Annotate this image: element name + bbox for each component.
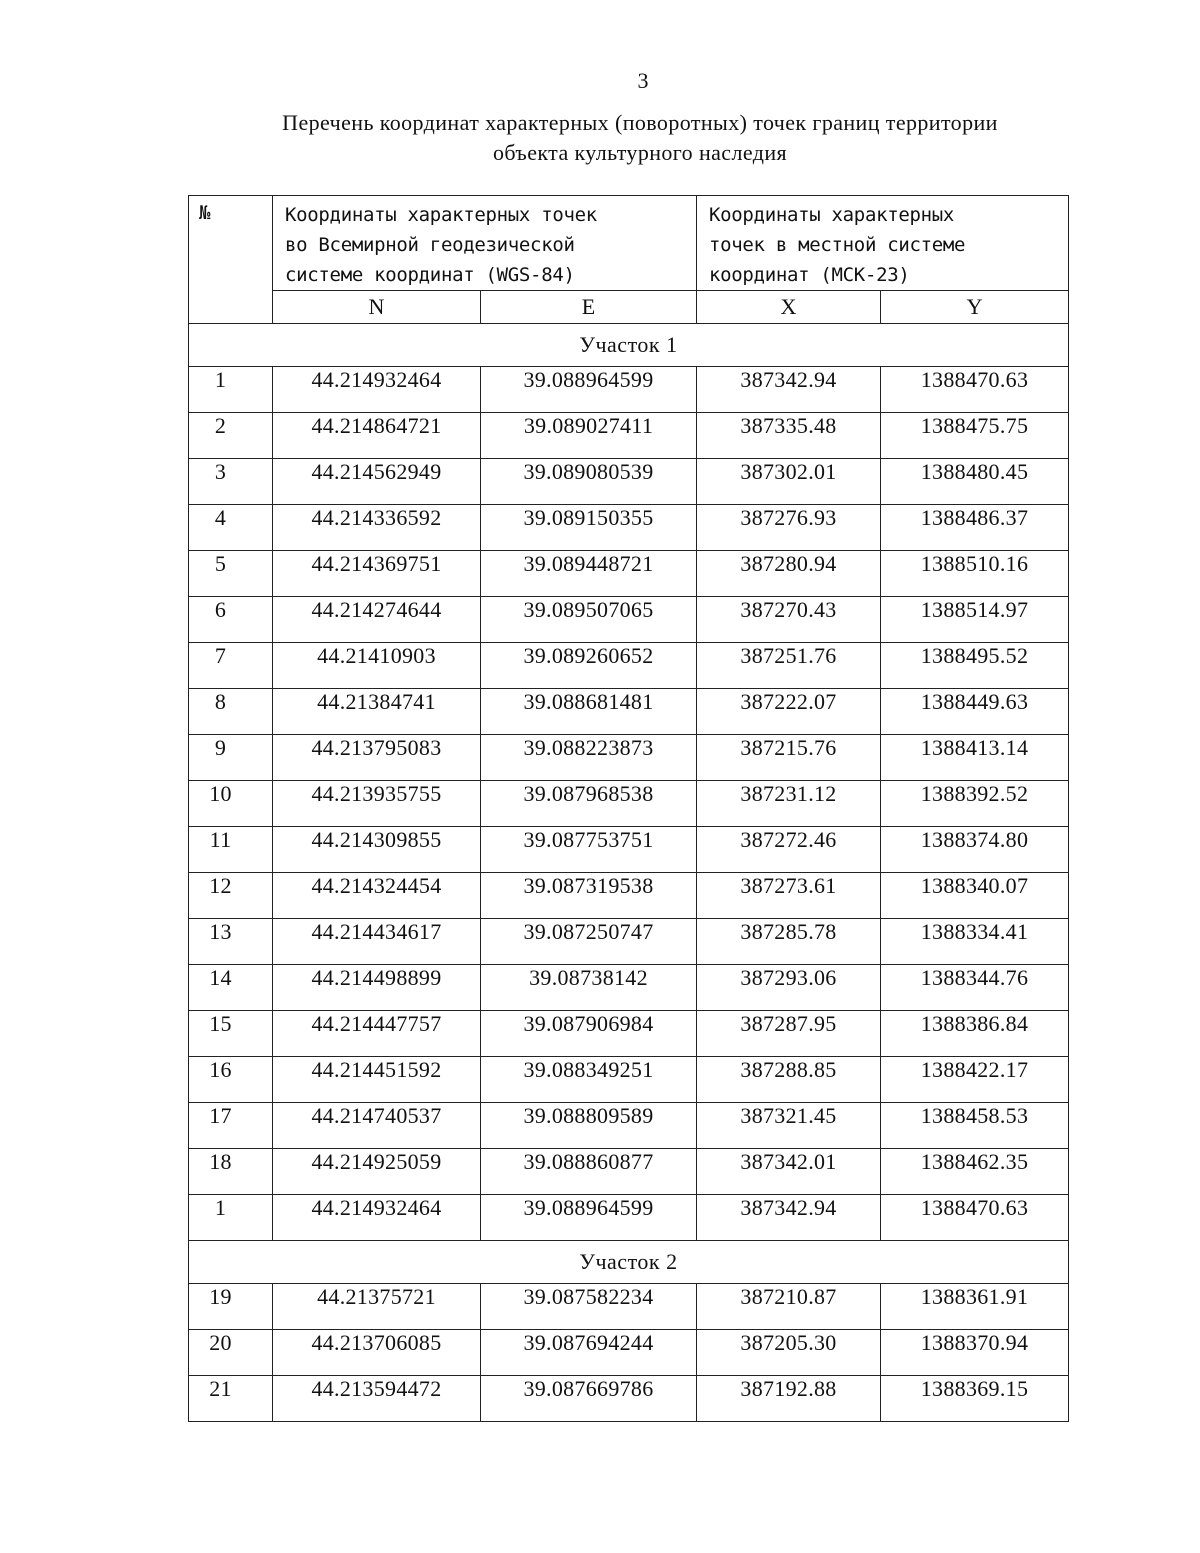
coordinate-x-cell: 387342.01 xyxy=(697,1149,881,1195)
point-number-cell: 17 xyxy=(189,1103,273,1149)
coordinate-e-cell: 39.089150355 xyxy=(481,505,697,551)
wgs84-header-line-1: Координаты характерных точек xyxy=(285,204,597,226)
point-number-cell: 8 xyxy=(189,689,273,735)
point-number-cell: 12 xyxy=(189,873,273,919)
coordinate-e-cell: 39.088223873 xyxy=(481,735,697,781)
coordinate-e-cell: 39.087968538 xyxy=(481,781,697,827)
coordinate-x-cell: 387251.76 xyxy=(697,643,881,689)
wgs84-header-line-2: во Всемирной геодезической xyxy=(285,234,575,256)
coordinate-e-cell: 39.087753751 xyxy=(481,827,697,873)
coordinate-e-cell: 39.087669786 xyxy=(481,1376,697,1422)
section-row xyxy=(189,1241,1069,1284)
point-number-cell: 1 xyxy=(189,1195,273,1241)
coordinate-n-cell: 44.214925059 xyxy=(273,1149,481,1195)
coordinate-x-cell: 387231.12 xyxy=(697,781,881,827)
coordinate-x-cell: 387272.46 xyxy=(697,827,881,873)
point-number-cell: 18 xyxy=(189,1149,273,1195)
coordinates-table xyxy=(188,195,1069,1422)
msk23-header-line-1: Координаты характерных xyxy=(709,204,955,226)
point-number-cell: 1 xyxy=(189,367,273,413)
number-column-header: № xyxy=(189,196,273,324)
point-number-cell: 7 xyxy=(189,643,273,689)
coordinate-n-cell: 44.214309855 xyxy=(273,827,481,873)
coordinate-x-cell: 387293.06 xyxy=(697,965,881,1011)
point-number-cell: 2 xyxy=(189,413,273,459)
table-row xyxy=(189,413,1069,459)
coordinate-n-cell: 44.21384741 xyxy=(273,689,481,735)
page-number: 3 xyxy=(637,68,649,93)
point-number-cell: 16 xyxy=(189,1057,273,1103)
coordinate-y-cell: 1388369.15 xyxy=(881,1376,1069,1422)
coordinate-n-cell: 44.214740537 xyxy=(273,1103,481,1149)
coordinate-x-cell: 387342.94 xyxy=(697,367,881,413)
title-line-1: Перечень координат характерных (поворотных) точек границ территории xyxy=(282,110,998,135)
coordinate-y-cell: 1388510.16 xyxy=(881,551,1069,597)
coordinate-e-cell: 39.089507065 xyxy=(481,597,697,643)
coordinate-x-cell: 387273.61 xyxy=(697,873,881,919)
coordinate-x-cell: 387321.45 xyxy=(697,1103,881,1149)
column-header-y: Y xyxy=(881,291,1069,324)
coordinate-e-cell: 39.089448721 xyxy=(481,551,697,597)
point-number-cell: 3 xyxy=(189,459,273,505)
coordinate-e-cell: 39.088964599 xyxy=(481,1195,697,1241)
coordinate-n-cell: 44.21375721 xyxy=(273,1284,481,1330)
coordinate-n-cell: 44.214562949 xyxy=(273,459,481,505)
document-title xyxy=(190,108,1090,168)
coordinate-y-cell: 1388470.63 xyxy=(881,1195,1069,1241)
msk23-header-line-3: координат (МСК-23) xyxy=(709,264,910,286)
coordinate-e-cell: 39.088860877 xyxy=(481,1149,697,1195)
coordinate-x-cell: 387302.01 xyxy=(697,459,881,505)
coordinate-y-cell: 1388458.53 xyxy=(881,1103,1069,1149)
coordinate-x-cell: 387280.94 xyxy=(697,551,881,597)
coordinate-y-cell: 1388370.94 xyxy=(881,1330,1069,1376)
table-row xyxy=(189,1330,1069,1376)
coordinate-e-cell: 39.087319538 xyxy=(481,873,697,919)
coordinate-y-cell: 1388334.41 xyxy=(881,919,1069,965)
coordinate-n-cell: 44.213935755 xyxy=(273,781,481,827)
point-number-cell: 5 xyxy=(189,551,273,597)
coordinate-y-cell: 1388422.17 xyxy=(881,1057,1069,1103)
coordinate-y-cell: 1388462.35 xyxy=(881,1149,1069,1195)
coordinate-e-cell: 39.088681481 xyxy=(481,689,697,735)
coordinate-x-cell: 387222.07 xyxy=(697,689,881,735)
table-row xyxy=(189,827,1069,873)
point-number-cell: 15 xyxy=(189,1011,273,1057)
coordinate-e-cell: 39.087906984 xyxy=(481,1011,697,1057)
table-row xyxy=(189,873,1069,919)
table-row xyxy=(189,1011,1069,1057)
table-row xyxy=(189,1195,1069,1241)
coordinate-x-cell: 387335.48 xyxy=(697,413,881,459)
coordinate-e-cell: 39.087250747 xyxy=(481,919,697,965)
coordinate-y-cell: 1388449.63 xyxy=(881,689,1069,735)
section-title: Участок 2 xyxy=(189,1241,1069,1284)
coordinate-n-cell: 44.214932464 xyxy=(273,367,481,413)
coordinate-e-cell: 39.089260652 xyxy=(481,643,697,689)
coordinate-n-cell: 44.214864721 xyxy=(273,413,481,459)
column-header-e: E xyxy=(481,291,697,324)
section-row xyxy=(189,324,1069,367)
coordinate-y-cell: 1388480.45 xyxy=(881,459,1069,505)
coordinate-n-cell: 44.213594472 xyxy=(273,1376,481,1422)
column-header-n: N xyxy=(273,291,481,324)
table-row xyxy=(189,551,1069,597)
wgs84-group-header xyxy=(273,196,697,291)
section-title: Участок 1 xyxy=(189,324,1069,367)
table-row xyxy=(189,505,1069,551)
coordinate-y-cell: 1388486.37 xyxy=(881,505,1069,551)
table-row xyxy=(189,1103,1069,1149)
table-row xyxy=(189,689,1069,735)
column-header-x: X xyxy=(697,291,881,324)
table-row xyxy=(189,459,1069,505)
coordinate-y-cell: 1388386.84 xyxy=(881,1011,1069,1057)
coordinate-e-cell: 39.087582234 xyxy=(481,1284,697,1330)
coordinate-y-cell: 1388475.75 xyxy=(881,413,1069,459)
table-row xyxy=(189,1376,1069,1422)
table-row xyxy=(189,1057,1069,1103)
coordinate-x-cell: 387342.94 xyxy=(697,1195,881,1241)
coordinate-x-cell: 387192.88 xyxy=(697,1376,881,1422)
coordinate-y-cell: 1388392.52 xyxy=(881,781,1069,827)
coordinate-y-cell: 1388470.63 xyxy=(881,367,1069,413)
point-number-cell: 11 xyxy=(189,827,273,873)
coordinate-x-cell: 387288.85 xyxy=(697,1057,881,1103)
point-number-cell: 13 xyxy=(189,919,273,965)
table-row xyxy=(189,735,1069,781)
coordinate-y-cell: 1388413.14 xyxy=(881,735,1069,781)
point-number-cell: 9 xyxy=(189,735,273,781)
coordinate-x-cell: 387210.87 xyxy=(697,1284,881,1330)
coordinate-n-cell: 44.214451592 xyxy=(273,1057,481,1103)
point-number-cell: 21 xyxy=(189,1376,273,1422)
point-number-cell: 20 xyxy=(189,1330,273,1376)
point-number-cell: 6 xyxy=(189,597,273,643)
coordinate-n-cell: 44.214434617 xyxy=(273,919,481,965)
coordinate-x-cell: 387276.93 xyxy=(697,505,881,551)
coordinate-e-cell: 39.089027411 xyxy=(481,413,697,459)
table-row xyxy=(189,643,1069,689)
table-row xyxy=(189,919,1069,965)
coordinate-e-cell: 39.08738142 xyxy=(481,965,697,1011)
coordinate-y-cell: 1388374.80 xyxy=(881,827,1069,873)
coordinate-n-cell: 44.214324454 xyxy=(273,873,481,919)
coordinate-x-cell: 387285.78 xyxy=(697,919,881,965)
table-row xyxy=(189,781,1069,827)
table-row xyxy=(189,597,1069,643)
coordinate-e-cell: 39.089080539 xyxy=(481,459,697,505)
coordinate-n-cell: 44.214274644 xyxy=(273,597,481,643)
coordinate-e-cell: 39.088964599 xyxy=(481,367,697,413)
table-row xyxy=(189,367,1069,413)
point-number-cell: 14 xyxy=(189,965,273,1011)
coordinate-x-cell: 387215.76 xyxy=(697,735,881,781)
table-row xyxy=(189,1149,1069,1195)
coordinate-e-cell: 39.088349251 xyxy=(481,1057,697,1103)
table-row xyxy=(189,1284,1069,1330)
coordinate-n-cell: 44.214932464 xyxy=(273,1195,481,1241)
coordinate-e-cell: 39.088809589 xyxy=(481,1103,697,1149)
table-row xyxy=(189,965,1069,1011)
msk23-group-header xyxy=(697,196,1069,291)
coordinate-y-cell: 1388495.52 xyxy=(881,643,1069,689)
wgs84-header-line-3: системе координат (WGS-84) xyxy=(285,264,575,286)
coordinate-n-cell: 44.214369751 xyxy=(273,551,481,597)
point-number-cell: 19 xyxy=(189,1284,273,1330)
coordinate-n-cell: 44.214447757 xyxy=(273,1011,481,1057)
point-number-cell: 10 xyxy=(189,781,273,827)
title-line-2: объекта культурного наследия xyxy=(492,140,788,165)
coordinate-n-cell: 44.213795083 xyxy=(273,735,481,781)
coordinate-e-cell: 39.087694244 xyxy=(481,1330,697,1376)
coordinate-n-cell: 44.213706085 xyxy=(273,1330,481,1376)
coordinate-y-cell: 1388514.97 xyxy=(881,597,1069,643)
coordinate-x-cell: 387270.43 xyxy=(697,597,881,643)
point-number-cell: 4 xyxy=(189,505,273,551)
coordinate-x-cell: 387205.30 xyxy=(697,1330,881,1376)
coordinate-y-cell: 1388344.76 xyxy=(881,965,1069,1011)
coordinate-x-cell: 387287.95 xyxy=(697,1011,881,1057)
coordinate-n-cell: 44.214498899 xyxy=(273,965,481,1011)
coordinate-n-cell: 44.21410903 xyxy=(273,643,481,689)
coordinate-y-cell: 1388340.07 xyxy=(881,873,1069,919)
coordinate-y-cell: 1388361.91 xyxy=(881,1284,1069,1330)
msk23-header-line-2: точек в местной системе xyxy=(709,234,966,256)
coordinates-table-body xyxy=(189,324,1069,1422)
coordinate-n-cell: 44.214336592 xyxy=(273,505,481,551)
